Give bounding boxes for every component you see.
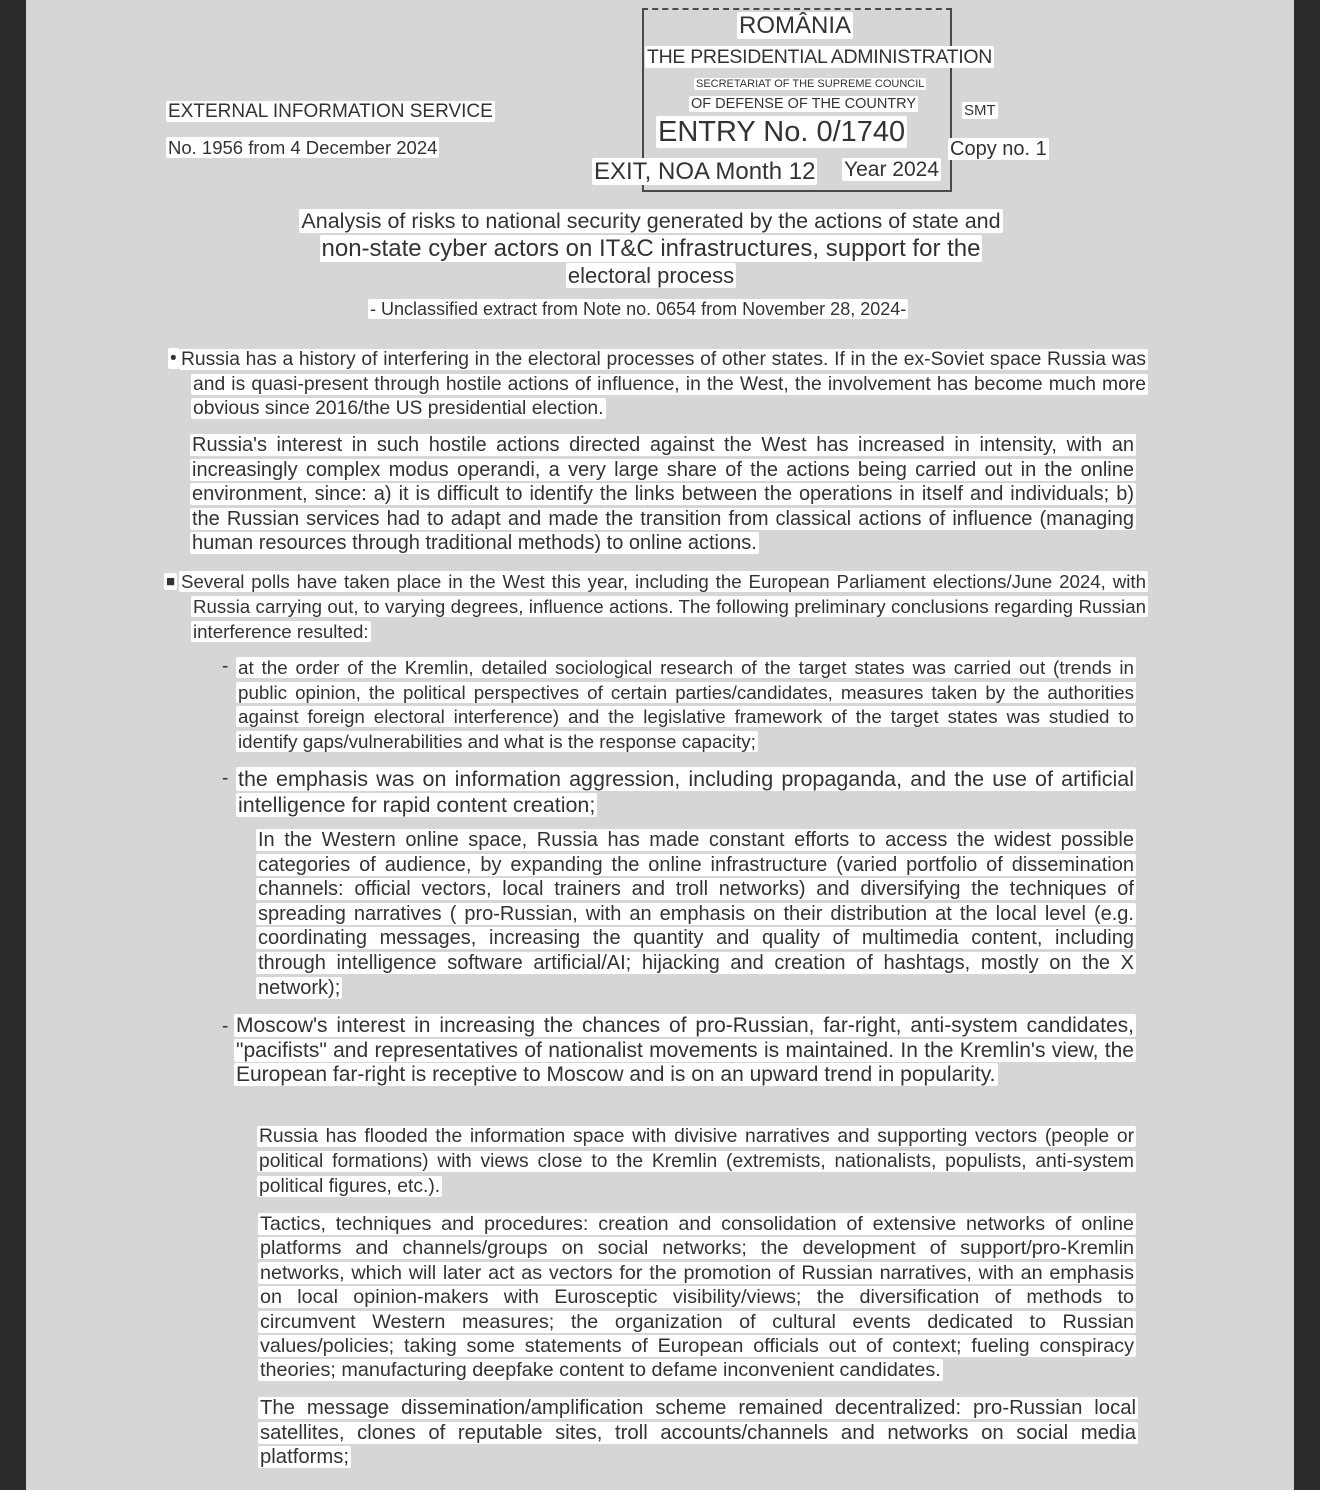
stamp-secretariat-line1: SECRETARIAT OF THE SUPREME COUNCIL [696,78,925,90]
paragraph-tactics-techniques: Tactics, techniques and procedures: creation and consolidation of extensive networks of online platforms and channels/groups on social networks; the development of support/pro-Kremlin networks, which will later act as vectors for the promotion of Russian narratives, with an emphasis on local opinion-makers with Eurosceptic visibility/views; the diversification of methods to circumvent Western measures; the organization of cultural events dedicated to Russian values/policies; taking some statements of European officials out of context; fueling conspiracy theories; manufacturing deepfake content to defame inconvenient candidates. [260,1213,1134,1382]
bullet-round-icon: • [170,348,177,369]
paragraph-russia-interest: Russia's interest in such hostile actions directed against the West has increased in intensity, with an increasingly complex modus operandi, a very large share of the actions being carried out in the online environment, since: a) it is difficult to identify the links between the operations in itself and individuals; b) the Russian services had to adapt and made the transition from classical actions of influence (managing human resources through traditional methods) to online actions. [192,434,1134,554]
paragraph-polls: Several polls have taken place in the West this year, including the European Parliament elections/June 2024, with Russia carrying out, to varying degrees, influence actions. The following preliminary conclusions regarding Russian interference resulted: [181,571,1146,642]
paragraph-flooded-information-space: Russia has flooded the information space with divisive narratives and supporting vectors (people or political formations) with views close to the Kremlin (extremists, nationalists, populists, anti-system political figures, etc.). [259,1126,1134,1197]
issuer-name: EXTERNAL INFORMATION SERVICE [168,101,493,122]
stamp-institution: THE PRESIDENTIAL ADMINISTRATION [647,46,992,68]
document-page [26,0,1294,1490]
stamp-country: ROMÂNIA [739,12,852,39]
stamp-year: Year 2024 [844,158,939,181]
document-subtitle: - Unclassified extract from Note no. 0654 from November 28, 2024- [370,299,907,319]
copy-number: Copy no. 1 [950,138,1047,160]
issuer-number [166,137,439,159]
stamp-secretariat-line2: OF DEFENSE OF THE COUNTRY [691,96,917,112]
issuer-heading [166,101,495,123]
stamp-exit-month: EXIT, NOA Month 12 [594,158,816,185]
dash-marker-1: - [222,656,229,677]
paragraph-dissemination-scheme: The message dissemination/amplification scheme remained decentralized: pro-Russian local satellites, clones of reputable sites, troll accounts/channels and networks on social media platforms; [260,1397,1136,1468]
paragraph-russia-history: Russia has a history of interfering in the electoral processes of other states. If in the ex-Soviet space Russia was and is quasi-present through hostile actions of influence, in the West, the involvement has become much more obvious since 2016/the US presidential election. [181,349,1146,419]
list-item-sociological-research: at the order of the Kremlin, detailed sociological research of the target states was carried out (trends in public opinion, the political perspectives of certain parties/candidates, measures taken by the authorities against foreign electoral interference) and the legislative framework of the target states was studied to identify gaps/vulnerabilities and what is the response capacity; [238,657,1134,752]
title-line-1: Analysis of risks to national security generated by the actions of state and [301,209,1001,233]
document-number: No. 1956 from 4 December 2024 [168,137,438,158]
stamp-entry-number: ENTRY No. 0/1740 [658,116,906,148]
list-item-information-aggression: the emphasis was on information aggression, including propaganda, and the use of artificial intelligence for rapid content creation; [238,767,1134,817]
bullet-square-icon: ■ [166,573,176,590]
dash-marker-2: - [222,768,229,789]
title-line-2: non-state cyber actors on IT&C infrastructures, support for the [321,235,981,262]
dash-marker-3: - [222,1016,229,1037]
classification-mark: SMT [964,102,996,119]
paragraph-western-online-space: In the Western online space, Russia has made constant efforts to access the widest possible categories of audience, by expanding the online infrastructure (varied portfolio of dissemination channels: official vectors, local trainers and troll networks) and diversifying the techniques of spreading narratives ( pro-Russian, with an emphasis on their distribution at the local level (e.g. coordinating messages, increasing the quantity and quality of multimedia content, including through intelligence software artificial/AI; hijacking and creation of hashtags, mostly on the X network); [258,829,1134,999]
title-line-3: electoral process [567,263,735,288]
document-title [286,207,1016,289]
list-item-moscow-interest: Moscow's interest in increasing the chances of pro-Russian, far-right, anti-system candidates, "pacifists" and representatives of nationalist movements is maintained. In the Kremlin's view, the European far-right is receptive to Moscow and is on an upward trend in popularity. [236,1014,1134,1086]
